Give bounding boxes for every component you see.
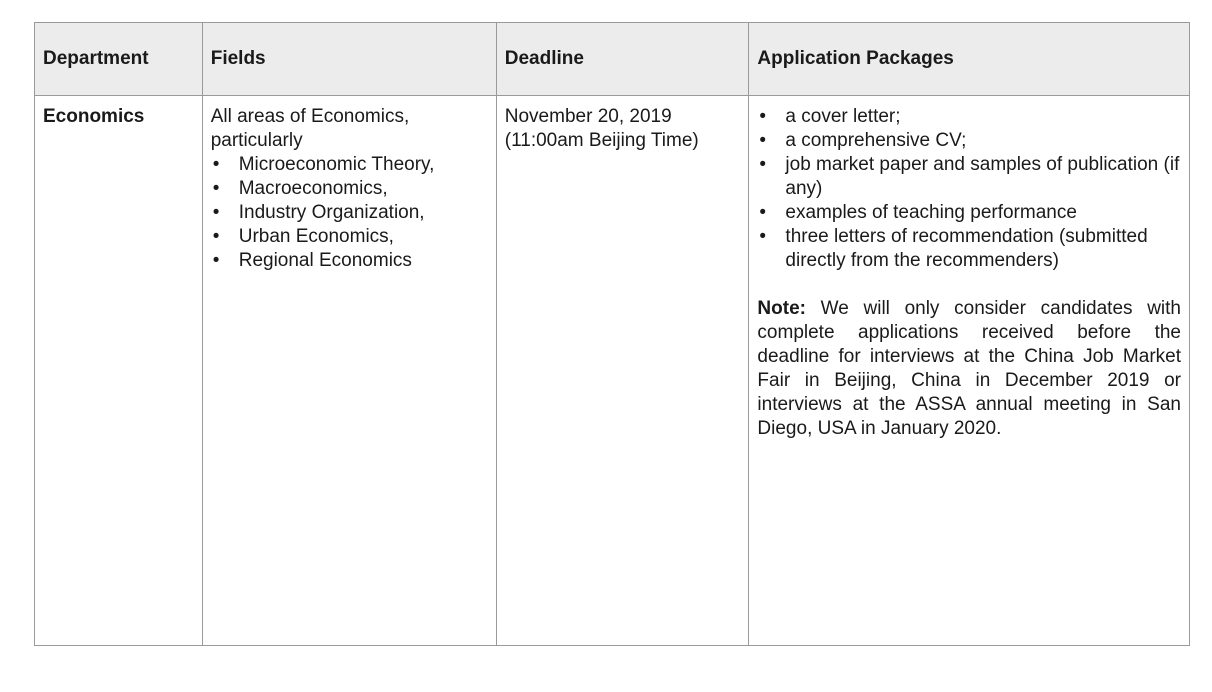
fields-intro-line-1: All areas of Economics, — [210, 106, 410, 127]
list-item: • Macroeconomics, — [211, 177, 488, 201]
header-row — [35, 23, 1190, 96]
cell-fields — [202, 96, 496, 646]
table-row — [35, 96, 1190, 646]
list-item: • job market paper and samples of publication (if any) — [757, 153, 1181, 201]
cell-application-packages — [749, 96, 1190, 646]
note-text: We will only consider candidates with complete applications received before the deadline for interviews at the China Job Market Fair in Beijing, China in December 2019 or interviews at the ASSA annual meeting in San Diego, USA in January 2020. — [757, 298, 1181, 439]
cell-deadline — [496, 96, 749, 646]
list-item: • Industry Organization, — [211, 201, 488, 225]
header-deadline: Deadline — [496, 23, 749, 96]
fields-intro-line-2: particularly — [210, 130, 303, 151]
list-item: • a cover letter; — [757, 105, 1181, 129]
department-name: Economics — [43, 106, 145, 127]
list-item: • Urban Economics, — [211, 225, 488, 249]
list-item: • three letters of recommendation (submitted directly from the recommenders) — [757, 225, 1181, 273]
list-item: • Regional Economics — [211, 249, 488, 273]
deadline-time: (11:00am Beijing Time) — [504, 130, 699, 151]
list-item: • examples of teaching performance — [757, 201, 1181, 225]
note-paragraph — [757, 297, 1181, 441]
packages-list — [757, 105, 1181, 273]
header-department: Department — [35, 23, 203, 96]
cell-department — [35, 96, 203, 646]
note-label: Note: — [757, 298, 806, 319]
header-application-packages: Application Packages — [749, 23, 1190, 96]
list-item: • Microeconomic Theory, — [211, 153, 488, 177]
list-item: • a comprehensive CV; — [757, 129, 1181, 153]
positions-table — [34, 22, 1190, 646]
header-fields: Fields — [202, 23, 496, 96]
fields-list — [211, 153, 488, 273]
deadline-date: November 20, 2019 — [504, 106, 672, 127]
